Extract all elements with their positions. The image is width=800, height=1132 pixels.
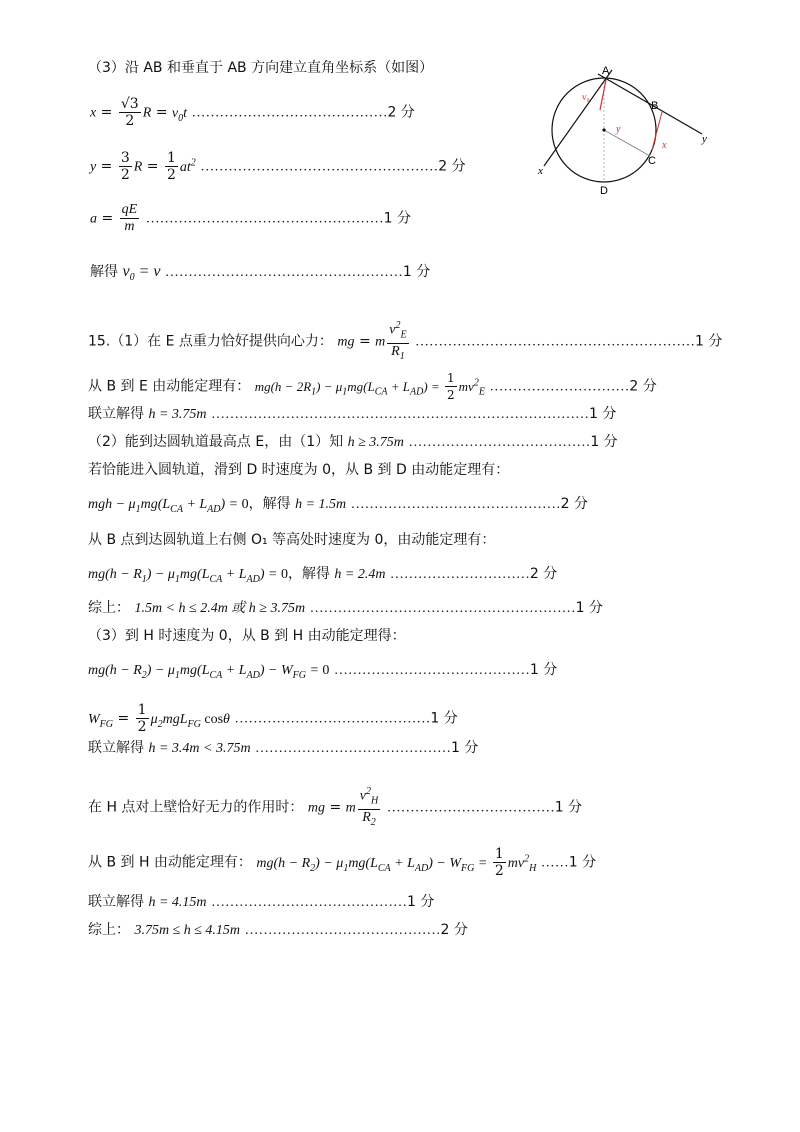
q15-line8: $mg(h - R_1) - \mu_1mg(L_{CA} + L_{AD}) = 0$，解得 h = 2.4m …………………………2 分: [88, 566, 558, 585]
q15-line4-value: h ≥ 3.75m: [347, 435, 404, 450]
q15-line1: 15.（1）在 E 点重力恰好提供向心力： mg = m $\frac{v^2_E}{R_1}$ ……………………………………………………1 分: [88, 320, 723, 363]
section3-heading: （3）沿 AB 和垂直于 AB 方向建立直角坐标系（如图）: [88, 60, 434, 76]
q15-line3: [88, 404, 616, 425]
q15-line6-dots: ………………………………………: [350, 497, 561, 512]
q15-line13-dots: ……………………………………: [255, 741, 452, 756]
q15-line15-dots: ……: [540, 855, 569, 871]
label-x: x: [538, 165, 543, 177]
label-C: C: [648, 155, 656, 167]
y-axis-line: [598, 74, 702, 134]
q15-line12: $W_{FG}$ = $\frac{1}{2}$ $\mu_2mgL_{FG}$ cosθ ……………………………………1 分: [88, 702, 458, 735]
label-x-red: x: [662, 140, 667, 151]
eq-solve-score: 1 分: [402, 264, 431, 280]
q15-line8-solve: ，解得: [287, 566, 330, 582]
q15-line11-score: 1 分: [529, 662, 558, 678]
q15-line15-label: 从 B 到 H 由动能定理有：: [88, 854, 252, 871]
q15-line9: [88, 598, 603, 619]
label-A: A: [602, 65, 610, 77]
q15-line6-score: 2 分: [560, 496, 588, 512]
q15-line6: mgh − $\mu_1mg(L_{CA} + L_{AD}) = 0$，解得 h = 1.5m ………………………………………2 分: [88, 496, 588, 515]
label-v0: v₀: [582, 92, 590, 102]
q15-line16: [88, 892, 434, 913]
q15-line12-dots: ……………………………………: [234, 711, 431, 727]
q15-line17-score: 2 分: [440, 922, 468, 938]
q15-line16-label: 联立解得: [88, 894, 144, 910]
q15-line1-dots: ……………………………………………………: [415, 334, 696, 350]
q15-line5: 若恰能进入圆轨道，滑到 D 时速度为 0，从 B 到 D 由动能定理有：: [88, 462, 510, 478]
q15-line7: 从 B 点到达圆轨道上右侧 O₁ 等高处时速度为 0，由动能定理有：: [88, 532, 496, 548]
q15-line9-label: 综上：: [88, 600, 130, 616]
q15-line4-dots: …………………………………: [408, 435, 591, 450]
q15-line4-score: 1 分: [590, 434, 618, 450]
q15-line11-dots: ……………………………………: [333, 663, 530, 678]
red-x-line: [652, 112, 662, 150]
q15-line14-score: 1 分: [554, 799, 583, 816]
q15-line13-value: h = 3.4m < 3.75m: [148, 741, 251, 756]
q15-line3-value: h = 3.75m: [148, 407, 207, 422]
q15-line6-solve: ，解得: [248, 496, 291, 512]
q15-line8-value: h = 2.4m: [334, 567, 386, 582]
q15-line2-score: 2 分: [629, 378, 657, 395]
eq-a-dots: ……………………………………………: [145, 211, 384, 227]
q15-line2: 从 B 到 E 由动能定理有： $mg(h - 2R_1) - \mu_1mg(L_{CA} + L_{AD})$ = $\frac{1}{2}$ $mv^2_E$ …………………………2 分: [88, 371, 657, 402]
label-D: D: [600, 185, 608, 197]
q15-line15-score: 1 分: [568, 854, 597, 871]
q15-line2-label: 从 B 到 E 由动能定理有：: [88, 378, 251, 395]
q15-line6-value: h = 1.5m: [295, 497, 347, 512]
q15-line1-label: 15.（1）在 E 点重力恰好提供向心力：: [88, 333, 333, 350]
q15-line17: [88, 920, 468, 941]
center-point: [602, 128, 605, 131]
q15-line4-label: （2）能到达圆轨道最高点 E，由（1）知: [88, 434, 344, 450]
q15-line9-value: 1.5m < h ≤ 2.4m 或 h ≥ 3.75m: [134, 601, 306, 616]
q15-line17-dots: ……………………………………: [244, 923, 441, 938]
q15-line17-label: 综上：: [88, 922, 130, 938]
eq-a-score: 1 分: [383, 210, 412, 227]
label-B: B: [651, 100, 659, 112]
q15-line1-score: 1 分: [695, 333, 723, 350]
q15-line16-score: 1 分: [406, 894, 435, 910]
q15-line14: 在 H 点对上壁恰好无力的作用时： mg = m $\frac{v^2_H}{R_2}$ ………………………………1 分: [88, 786, 583, 829]
q15-line13-score: 1 分: [451, 740, 479, 756]
q15-line9-score: 1 分: [575, 600, 603, 616]
q15-line8-dots: …………………………: [389, 567, 530, 582]
label-y-red: y: [616, 124, 621, 135]
eq-x-score: 2 分: [387, 104, 415, 121]
circle-diagram: [530, 62, 720, 202]
eq-x: x = $\frac{√3}{2}$ $R = v_0t$ ……………………………………2 分: [90, 96, 415, 129]
eq-x-dots: ……………………………………: [191, 105, 388, 121]
q15-line17-value: 3.75m ≤ h ≤ 4.15m: [134, 923, 241, 938]
eq-y-score: 2 分: [438, 158, 466, 175]
v0-arrow: [600, 80, 606, 110]
q15-line9-dots: …………………………………………………: [309, 601, 576, 616]
eq-y: y = $\frac{3}{2}$ R = $\frac{1}{2}$ $at^2$ ……………………………………………2 分: [90, 150, 466, 183]
eq-solve-dots: ……………………………………………: [164, 265, 403, 280]
q15-line15: 从 B 到 H 由动能定理有： $mg(h - R_2) - \mu_1mg(L_{CA} + L_{AD}) - W_{FG}$ = $\frac{1}{2}$ $mv^2_H$ ……1 分: [88, 846, 597, 879]
q15-line3-label: 联立解得: [88, 406, 144, 422]
q15-line16-dots: ……………………………………: [210, 895, 407, 910]
q15-line3-score: 1 分: [588, 406, 617, 422]
radius-line: [604, 130, 650, 156]
q15-line11: $mg(h - R_2) - \mu_1mg(L_{CA} + L_{AD}) - W_{FG} = 0$ ……………………………………1 分: [88, 662, 558, 681]
q15-line13-label: 联立解得: [88, 740, 144, 756]
q15-line13: [88, 738, 478, 759]
q15-line14-dots: ………………………………: [386, 800, 555, 816]
q15-line2-dots: …………………………: [489, 379, 630, 395]
q15-line10: （3）到 H 时速度为 0，从 B 到 H 由动能定理得：: [88, 628, 406, 644]
q15-line12-score: 1 分: [430, 710, 458, 727]
q15-line16-value: h = 4.15m: [148, 895, 207, 910]
q15-line8-score: 2 分: [529, 566, 558, 582]
q15-line3-dots: ………………………………………………………………………: [210, 407, 589, 422]
label-y: y: [702, 133, 707, 145]
eq-a: a = $\frac{qE}{m}$ ……………………………………………1 分: [90, 202, 412, 234]
q15-line14-label: 在 H 点对上壁恰好无力的作用时：: [88, 799, 304, 816]
eq-y-dots: ……………………………………………: [200, 159, 439, 175]
eq-solve: 解得 $v_0 = v$ ……………………………………………1 分: [90, 263, 431, 284]
q15-line4: [88, 432, 618, 453]
eq-solve-label: 解得: [90, 264, 118, 280]
